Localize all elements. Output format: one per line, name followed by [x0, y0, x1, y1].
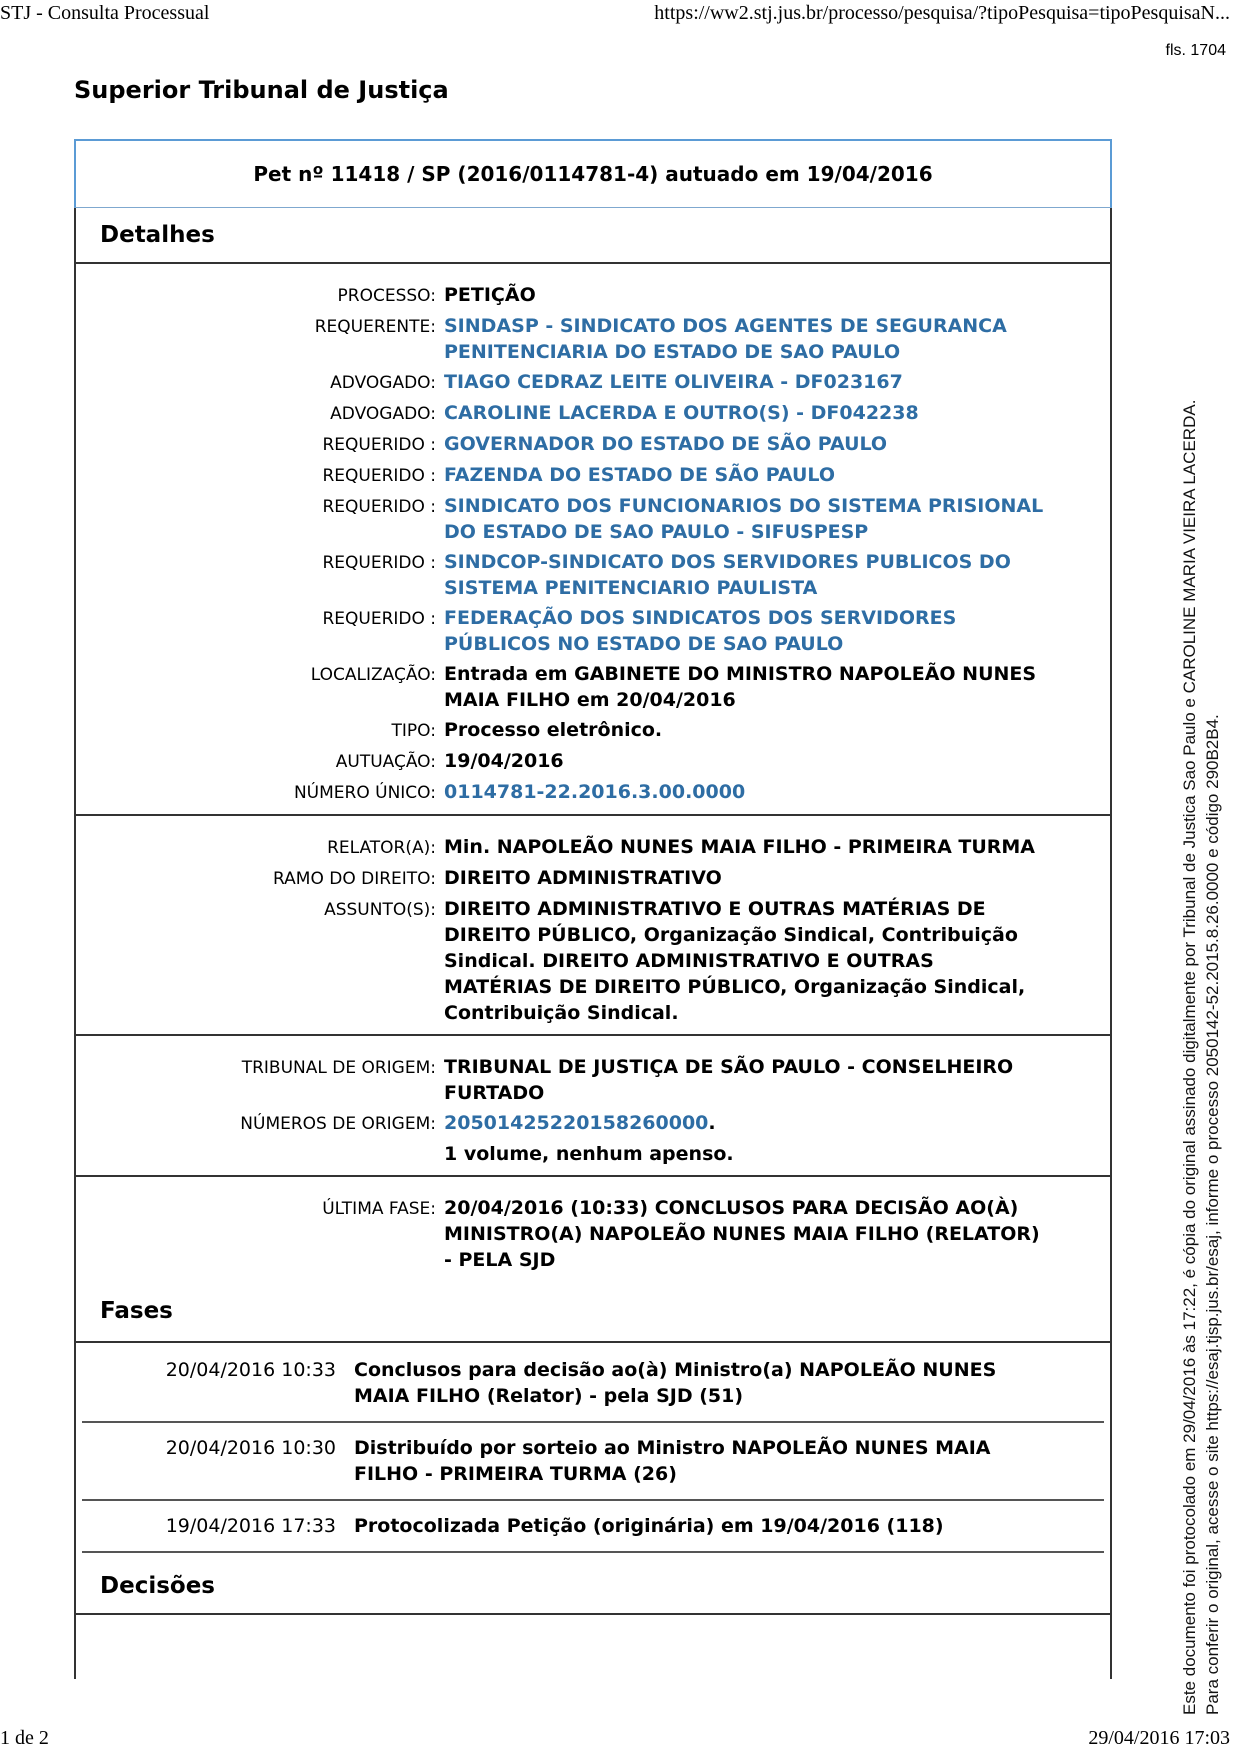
detail-row-assuntos: [76, 896, 1110, 1026]
detail-label: REQUERIDO :: [322, 435, 436, 455]
detail-label: NÚMERO ÚNICO:: [293, 783, 436, 803]
signature-note-line1: Este documento foi protocolado em 29/04/2016 às 17:22, é cópia do original assinado digitalmente por Tribunal de Justica Sao Paulo e CAROLINE MARIA VIEIRA LACERDA.: [1180, 399, 1199, 1715]
court-name: Superior Tribunal de Justiça: [74, 76, 449, 104]
fase-row: [82, 1345, 1104, 1423]
detail-label: NÚMEROS DE ORIGEM:: [240, 1114, 436, 1134]
detail-row-advogado: [76, 400, 1110, 427]
detail-label: LOCALIZAÇÃO:: [310, 665, 436, 685]
fase-row: [82, 1423, 1104, 1501]
fase-row: [82, 1501, 1104, 1553]
requerido-link[interactable]: GOVERNADOR DO ESTADO DE SÃO PAULO: [444, 433, 888, 455]
detail-value: DIREITO ADMINISTRATIVO: [444, 867, 722, 889]
detail-row-requerido: [76, 549, 1110, 601]
numero-origem-suffix: .: [708, 1112, 716, 1134]
detail-row-requerido: [76, 493, 1110, 545]
detail-row-ramo-direito: [76, 865, 1110, 892]
detail-value: TRIBUNAL DE JUSTIÇA DE SÃO PAULO - CONSELHEIRO FURTADO: [444, 1056, 1014, 1104]
detail-label: ÚLTIMA FASE:: [322, 1199, 436, 1219]
detail-row-relator: [76, 834, 1110, 861]
detail-value: Processo eletrônico.: [444, 719, 663, 741]
detail-value: 19/04/2016: [444, 750, 564, 772]
detail-value: 1 volume, nenhum apenso.: [444, 1143, 734, 1165]
detail-label: REQUERIDO :: [322, 497, 436, 517]
details-group-parties: [76, 264, 1110, 816]
detail-label: AUTUAÇÃO:: [335, 752, 436, 772]
fase-description: Conclusos para decisão ao(à) Ministro(a) NAPOLEÃO NUNES MAIA FILHO (Relator) - pela SJD (51): [354, 1359, 997, 1407]
detail-label: REQUERIDO :: [322, 553, 436, 573]
section-heading-detalhes: Detalhes: [76, 208, 1110, 264]
footer-datetime: 29/04/2016 17:03: [1088, 1727, 1230, 1749]
detail-row-localizacao: [76, 661, 1110, 713]
requerido-link[interactable]: SINDICATO DOS FUNCIONARIOS DO SISTEMA PRISIONAL DO ESTADO DE SAO PAULO - SIFUSPESP: [444, 495, 1044, 543]
folio-number: fls. 1704: [1165, 42, 1226, 59]
details-group-origem: [76, 1036, 1110, 1177]
detail-row-processo: [76, 282, 1110, 309]
detail-label: ADVOGADO:: [330, 373, 436, 393]
advogado-link[interactable]: CAROLINE LACERDA E OUTRO(S) - DF042238: [444, 402, 919, 424]
fase-datetime: 19/04/2016 17:33: [165, 1515, 336, 1537]
requerido-link[interactable]: FEDERAÇÃO DOS SINDICATOS DOS SERVIDORES PÚBLICOS NO ESTADO DE SAO PAULO: [444, 607, 957, 655]
detail-label: RAMO DO DIREITO:: [273, 869, 436, 889]
detail-row-volumes: [76, 1141, 1110, 1167]
fase-datetime: 20/04/2016 10:33: [165, 1359, 336, 1381]
fase-description: Distribuído por sorteio ao Ministro NAPOLEÃO NUNES MAIA FILHO - PRIMEIRA TURMA (26): [354, 1437, 991, 1485]
detail-row-autuacao: [76, 748, 1110, 775]
detail-value: Min. NAPOLEÃO NUNES MAIA FILHO - PRIMEIRA TURMA: [444, 836, 1036, 858]
print-header-url: https://ww2.stj.jus.br/processo/pesquisa/?tipoPesquisa=tipoPesquisaN...: [654, 2, 1230, 24]
process-panel: [74, 139, 1112, 1679]
detail-row-requerente: [76, 313, 1110, 365]
detail-row-requerido: [76, 431, 1110, 458]
detail-label: TIPO:: [391, 721, 436, 741]
detail-row-advogado: [76, 369, 1110, 396]
detail-label: ASSUNTO(S):: [324, 900, 436, 920]
fases-list: [76, 1343, 1110, 1553]
detail-label: PROCESSO:: [337, 286, 436, 306]
signature-note-line2: Para conferir o original, acesse o site https://esaj.tjsp.jus.br/esaj, informe o processo 2050142-52.2015.8.26.0000 e código 290B2B4.: [1203, 714, 1222, 1715]
detail-row-tipo: [76, 717, 1110, 744]
advogado-link[interactable]: TIAGO CEDRAZ LEITE OLIVEIRA - DF023167: [444, 371, 903, 393]
numero-origem-link[interactable]: 20501425220158260000: [444, 1112, 709, 1134]
detail-label: ADVOGADO:: [330, 404, 436, 424]
details-group-relator: [76, 816, 1110, 1036]
detail-label: REQUERIDO :: [322, 466, 436, 486]
detail-row-requerido: [76, 462, 1110, 489]
detail-row-requerido: [76, 605, 1110, 657]
detail-label: [76, 1141, 444, 1167]
detail-label: TRIBUNAL DE ORIGEM:: [241, 1058, 436, 1078]
section-heading-fases: Fases: [76, 1281, 1110, 1343]
requerido-link[interactable]: FAZENDA DO ESTADO DE SÃO PAULO: [444, 464, 836, 486]
detail-row-numero-unico: [76, 779, 1110, 806]
detail-label: RELATOR(A):: [327, 838, 436, 858]
detail-label: REQUERIDO :: [322, 609, 436, 629]
fase-description: Protocolizada Petição (originária) em 19/04/2016 (118): [354, 1515, 944, 1537]
detail-value: PETIÇÃO: [444, 284, 536, 306]
footer-page-number: 1 de 2: [0, 1727, 49, 1749]
digital-signature-note: [1178, 285, 1224, 1715]
case-title: Pet nº 11418 / SP (2016/0114781-4) autuado em 19/04/2016: [74, 139, 1112, 208]
print-header-title: STJ - Consulta Processual: [0, 2, 210, 24]
detail-label: REQUERENTE:: [314, 317, 436, 337]
details-group-ultima-fase: [76, 1177, 1110, 1281]
detail-value: Entrada em GABINETE DO MINISTRO NAPOLEÃO NUNES MAIA FILHO em 20/04/2016: [444, 663, 1037, 711]
requerido-link[interactable]: SINDCOP-SINDICATO DOS SERVIDORES PUBLICOS DO SISTEMA PENITENCIARIO PAULISTA: [444, 551, 1011, 599]
detail-row-tribunal-origem: [76, 1054, 1110, 1106]
detail-row-ultima-fase: [76, 1195, 1110, 1273]
requerente-link[interactable]: SINDASP - SINDICATO DOS AGENTES DE SEGURANCA PENITENCIARIA DO ESTADO DE SAO PAULO: [444, 315, 1007, 363]
detail-row-numeros-origem: [76, 1110, 1110, 1137]
detail-value: DIREITO ADMINISTRATIVO E OUTRAS MATÉRIAS DE DIREITO PÚBLICO, Organização Sindical, Contribuição Sindical. DIREITO ADMINISTRATIVO E OUTRAS MATÉRIAS DE DIREITO PÚBLICO, Organização Sindical, Contribuição Sindical.: [444, 898, 1026, 1024]
section-heading-decisoes: Decisões: [76, 1559, 1110, 1615]
numero-unico-link[interactable]: 0114781-22.2016.3.00.0000: [444, 781, 746, 803]
detail-value: 20/04/2016 (10:33) CONCLUSOS PARA DECISÃO AO(À) MINISTRO(A) NAPOLEÃO NUNES MAIA FILHO (RELATOR) - PELA SJD: [444, 1197, 1040, 1271]
detail-value: [444, 1110, 1044, 1137]
fase-datetime: 20/04/2016 10:30: [165, 1437, 336, 1459]
